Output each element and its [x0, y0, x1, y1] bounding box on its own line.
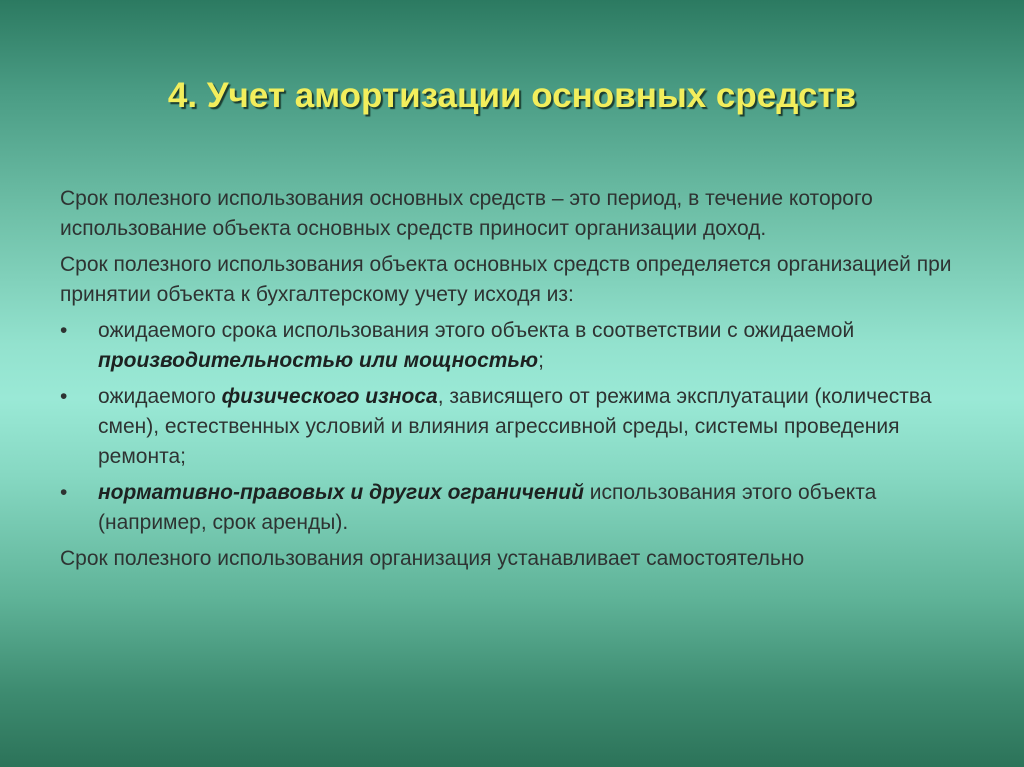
list-item-text: ожидаемого срока использования этого объекта в соответствии с ожидаемой [98, 319, 855, 342]
slide-body [60, 184, 970, 580]
list-item-text-end: ; [538, 349, 544, 372]
list-item-text-end: использования этого объекта (например, срок аренды). [98, 481, 877, 534]
list-item-text: ожидаемого [98, 385, 222, 408]
list-item-emphasis: нормативно-правовых и других ограничений [98, 481, 584, 504]
bullet-marker: • [60, 319, 68, 342]
list-item [60, 316, 970, 376]
bullet-marker: • [60, 385, 68, 408]
definition-paragraph: Срок полезного использования основных средств – это период, в течение которого использование объекта основных средств приносит организации доход. [60, 187, 873, 240]
list-item [60, 478, 970, 538]
list-item [60, 382, 970, 472]
bullet-marker: • [60, 481, 68, 504]
criteria-list [60, 316, 970, 538]
list-item-emphasis: производительностью или мощностью [98, 349, 539, 372]
conclusion-paragraph: Срок полезного использования организация устанавливает самостоятельно [60, 547, 805, 570]
criteria-intro-paragraph: Срок полезного использования объекта основных средств определяется организацией при принятии объекта к бухгалтерскому учету исходя из: [60, 253, 952, 306]
list-item-text-end: , зависящего от режима эксплуатации (количества смен), естественных условий и влияния агрессивной среды, системы проведения ремонта; [98, 385, 932, 468]
list-item-emphasis: физического износа [221, 385, 438, 408]
slide-title: 4. Учет амортизации основных средств [167, 76, 857, 115]
